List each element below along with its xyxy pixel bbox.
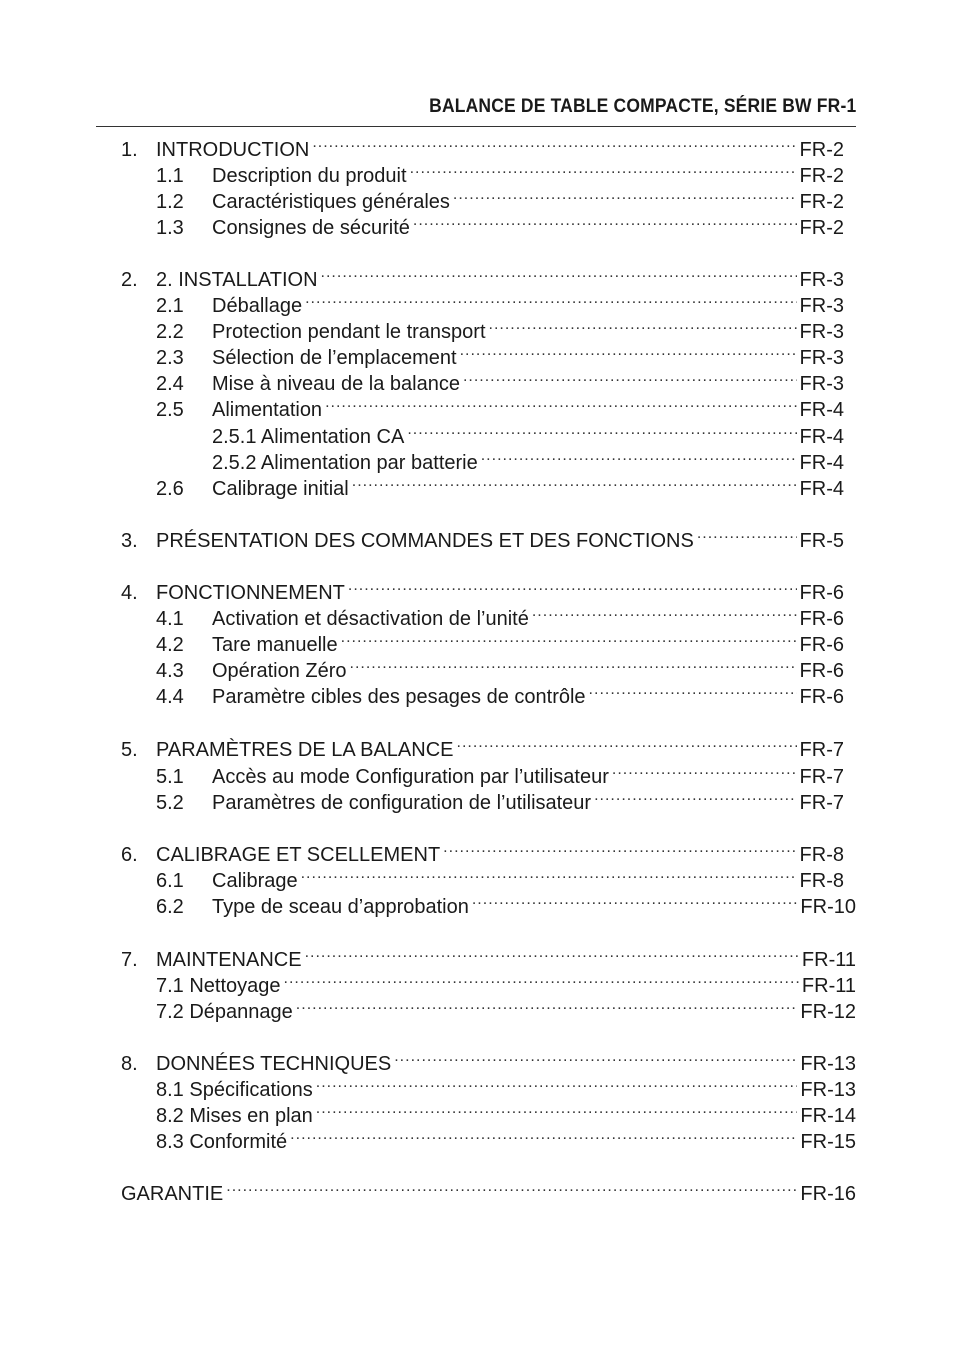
toc-entry-number: 4. [121,582,138,604]
toc-entry-number: 6.2 [156,896,184,918]
toc-entry[interactable] [156,757,844,788]
toc-leader-dots [312,130,796,156]
toc-entry-number: 5.1 [156,766,184,788]
toc-leader-dots [589,677,797,703]
toc-entry[interactable] [156,677,844,708]
toc-entry[interactable] [156,312,844,343]
toc-entry-page: FR-6 [799,582,844,604]
toc-entry-number: 1.2 [156,191,184,213]
toc-leader-dots [321,260,797,286]
toc-entry[interactable] [156,651,844,682]
toc-leader-dots [352,469,797,495]
toc-entry[interactable] [156,156,844,187]
toc-entry-number: 2.2 [156,321,184,343]
toc-entry-number: 1. [121,139,138,161]
toc-entry[interactable] [156,182,844,213]
toc-leader-dots [443,835,796,861]
toc-entry-page: FR-3 [799,321,844,343]
toc-entry-title: PRÉSENTATION DES COMMANDES ET DES FONCTIONS [156,530,694,552]
toc-entry[interactable] [156,286,844,317]
toc-entry-number: 5. [121,739,138,761]
toc-entry-number: 3. [121,530,138,552]
toc-entry-number: 2.6 [156,478,184,500]
toc-entry-page: FR-6 [799,660,844,682]
toc-leader-dots [410,156,797,182]
toc-entry-number: 4.4 [156,686,184,708]
toc-entry-page: FR-4 [799,452,844,474]
toc-entry-title: 8.3 Conformité [156,1131,288,1153]
toc-entry-title: Caractéristiques générales [212,191,450,213]
toc-entry[interactable] [156,1122,856,1153]
toc-entry-page: FR-13 [800,1079,856,1101]
toc-entry-title: Calibrage initial [212,478,349,500]
toc-entry[interactable] [156,861,844,892]
toc-entry-page: FR-16 [800,1183,856,1205]
toc-leader-dots [472,887,798,913]
toc-entry[interactable] [121,1174,856,1205]
toc-entry-page: FR-2 [799,217,844,239]
toc-entry[interactable] [156,887,856,918]
toc-entry[interactable] [156,966,856,997]
toc-entry-page: FR-8 [799,844,844,866]
toc-entry-title: Consignes de sécurité [212,217,410,239]
toc-entry-title: 2. INSTALLATION [156,269,318,291]
toc-leader-dots [316,1096,798,1122]
toc-entry-title: Mise à niveau de la balance [212,373,460,395]
toc-entry-title: 8.1 Spécifications [156,1079,313,1101]
toc-entry[interactable] [121,573,844,604]
toc-entry-title: Déballage [212,295,303,317]
toc-entry[interactable] [156,208,844,239]
toc-entry-title: Activation et désactivation de l’unité [212,608,529,630]
toc-entry-number: 8. [121,1053,138,1075]
toc-entry-title: Type de sceau d’approbation [212,896,469,918]
toc-entry-page: FR-12 [800,1001,856,1023]
toc-leader-dots [394,1044,797,1070]
toc-entry-number: 2.1 [156,295,184,317]
toc-entry-number: 4.2 [156,634,184,656]
toc-entry[interactable] [121,521,844,552]
toc-leader-dots [481,443,797,469]
toc-entry-page: FR-6 [799,634,844,656]
toc-leader-dots [305,940,799,966]
toc-leader-dots [457,730,797,756]
toc-entry[interactable] [212,417,844,448]
toc-entry-title: Paramètre cibles des pesages de contrôle [212,686,586,708]
toc-entry[interactable] [156,364,844,395]
toc-entry[interactable] [156,390,844,421]
toc-leader-dots [350,651,797,677]
toc-entry-title: PARAMÈTRES DE LA BALANCE [156,739,454,761]
toc-entry-title: Protection pendant le transport [212,321,486,343]
toc-leader-dots [407,417,796,443]
toc-entry-page: FR-7 [799,766,844,788]
toc-entry[interactable] [121,835,844,866]
toc-entry-number: 6. [121,844,138,866]
toc-leader-dots [463,364,797,390]
toc-entry-title: Paramètres de configuration de l’utilisateur [212,792,592,814]
toc-entry[interactable] [156,599,844,630]
toc-entry-page: FR-8 [799,870,844,892]
toc-entry-title: Sélection de l’emplacement [212,347,457,369]
toc-entry-page: FR-2 [799,139,844,161]
toc-entry-page: FR-10 [800,896,856,918]
toc-leader-dots [594,783,796,809]
toc-entry-number: 4.3 [156,660,184,682]
toc-entry-title: GARANTIE [121,1183,224,1205]
toc-entry-title: 7.1 Nettoyage [156,975,281,997]
toc-entry[interactable] [121,940,856,971]
toc-entry-number: 2.4 [156,373,184,395]
toc-entry-number: 1.1 [156,165,184,187]
toc-entry[interactable] [156,469,844,500]
toc-entry-number: 7. [121,949,138,971]
toc-entry[interactable] [156,992,856,1023]
toc-entry-page: FR-5 [799,530,844,552]
toc-entry-number: 2.5 [156,399,184,421]
toc-entry-page: FR-14 [800,1105,856,1127]
toc-leader-dots [489,312,797,338]
toc-leader-dots [305,286,796,312]
toc-leader-dots [697,521,797,547]
toc-leader-dots [612,757,797,783]
toc-entry-title: 2.5.1 Alimentation CA [212,426,405,448]
toc-leader-dots [460,338,797,364]
toc-entry-title: DONNÉES TECHNIQUES [156,1053,392,1075]
toc-entry-title: Accès au mode Configuration par l’utilisateur [212,766,609,788]
toc-entry-page: FR-4 [799,399,844,421]
toc-leader-dots [341,625,797,651]
toc-entry[interactable] [156,338,844,369]
toc-entry-title: Opération Zéro [212,660,347,682]
toc-entry-title: INTRODUCTION [156,139,310,161]
toc-entry[interactable] [156,1096,856,1127]
toc-entry-page: FR-11 [801,975,856,997]
toc-entry-page: FR-7 [799,792,844,814]
toc-entry-title: Description du produit [212,165,407,187]
toc-entry-title: 7.2 Dépannage [156,1001,293,1023]
toc-leader-dots [290,1122,797,1148]
toc-entry-title: FONCTIONNEMENT [156,582,345,604]
toc-entry[interactable] [121,130,844,161]
toc-entry-number: 6.1 [156,870,184,892]
toc-entry[interactable] [156,1070,856,1101]
toc-entry[interactable] [212,443,844,474]
toc-entry-title: Alimentation [212,399,323,421]
page-header [96,96,856,127]
toc-leader-dots [226,1174,797,1200]
toc-leader-dots [296,992,798,1018]
toc-entry-page: FR-15 [800,1131,856,1153]
toc-entry-page: FR-13 [800,1053,856,1075]
toc-leader-dots [284,966,799,992]
toc-leader-dots [325,390,796,416]
document-title: BALANCE DE TABLE COMPACTE, SÉRIE BW FR-1 [428,96,856,117]
toc-entry-page: FR-3 [799,373,844,395]
toc-leader-dots [348,573,797,599]
toc-leader-dots [301,861,797,887]
toc-entry[interactable] [156,783,844,814]
toc-leader-dots [532,599,797,625]
toc-entry-title: 2.5.2 Alimentation par batterie [212,452,478,474]
toc-leader-dots [316,1070,798,1096]
toc-entry-number: 2.3 [156,347,184,369]
toc-leader-dots [453,182,797,208]
toc-entry-number: 1.3 [156,217,184,239]
toc-entry-page: FR-4 [799,426,844,448]
toc-entry-title: CALIBRAGE ET SCELLEMENT [156,844,441,866]
toc-entry-title: Tare manuelle [212,634,338,656]
toc-entry-title: MAINTENANCE [156,949,302,971]
toc-entry[interactable] [121,1044,856,1075]
toc-entry-number: 5.2 [156,792,184,814]
toc-entry[interactable] [156,625,844,656]
toc-entry[interactable] [121,730,844,761]
toc-leader-dots [413,208,797,234]
toc-entry-page: FR-2 [799,165,844,187]
toc-entry-page: FR-6 [799,608,844,630]
toc-entry-page: FR-2 [799,191,844,213]
toc-entry-page: FR-3 [799,295,844,317]
toc-entry-page: FR-3 [799,269,844,291]
toc-entry-page: FR-4 [799,478,844,500]
toc-entry-number: 2. [121,269,138,291]
toc-entry-page: FR-7 [799,739,844,761]
toc-entry-title: 8.2 Mises en plan [156,1105,313,1127]
toc-entry-page: FR-6 [799,686,844,708]
toc-entry-page: FR-11 [801,949,856,971]
toc-entry[interactable] [121,260,844,291]
toc-entry-page: FR-3 [799,347,844,369]
toc-entry-number: 4.1 [156,608,184,630]
toc-entry-title: Calibrage [212,870,298,892]
